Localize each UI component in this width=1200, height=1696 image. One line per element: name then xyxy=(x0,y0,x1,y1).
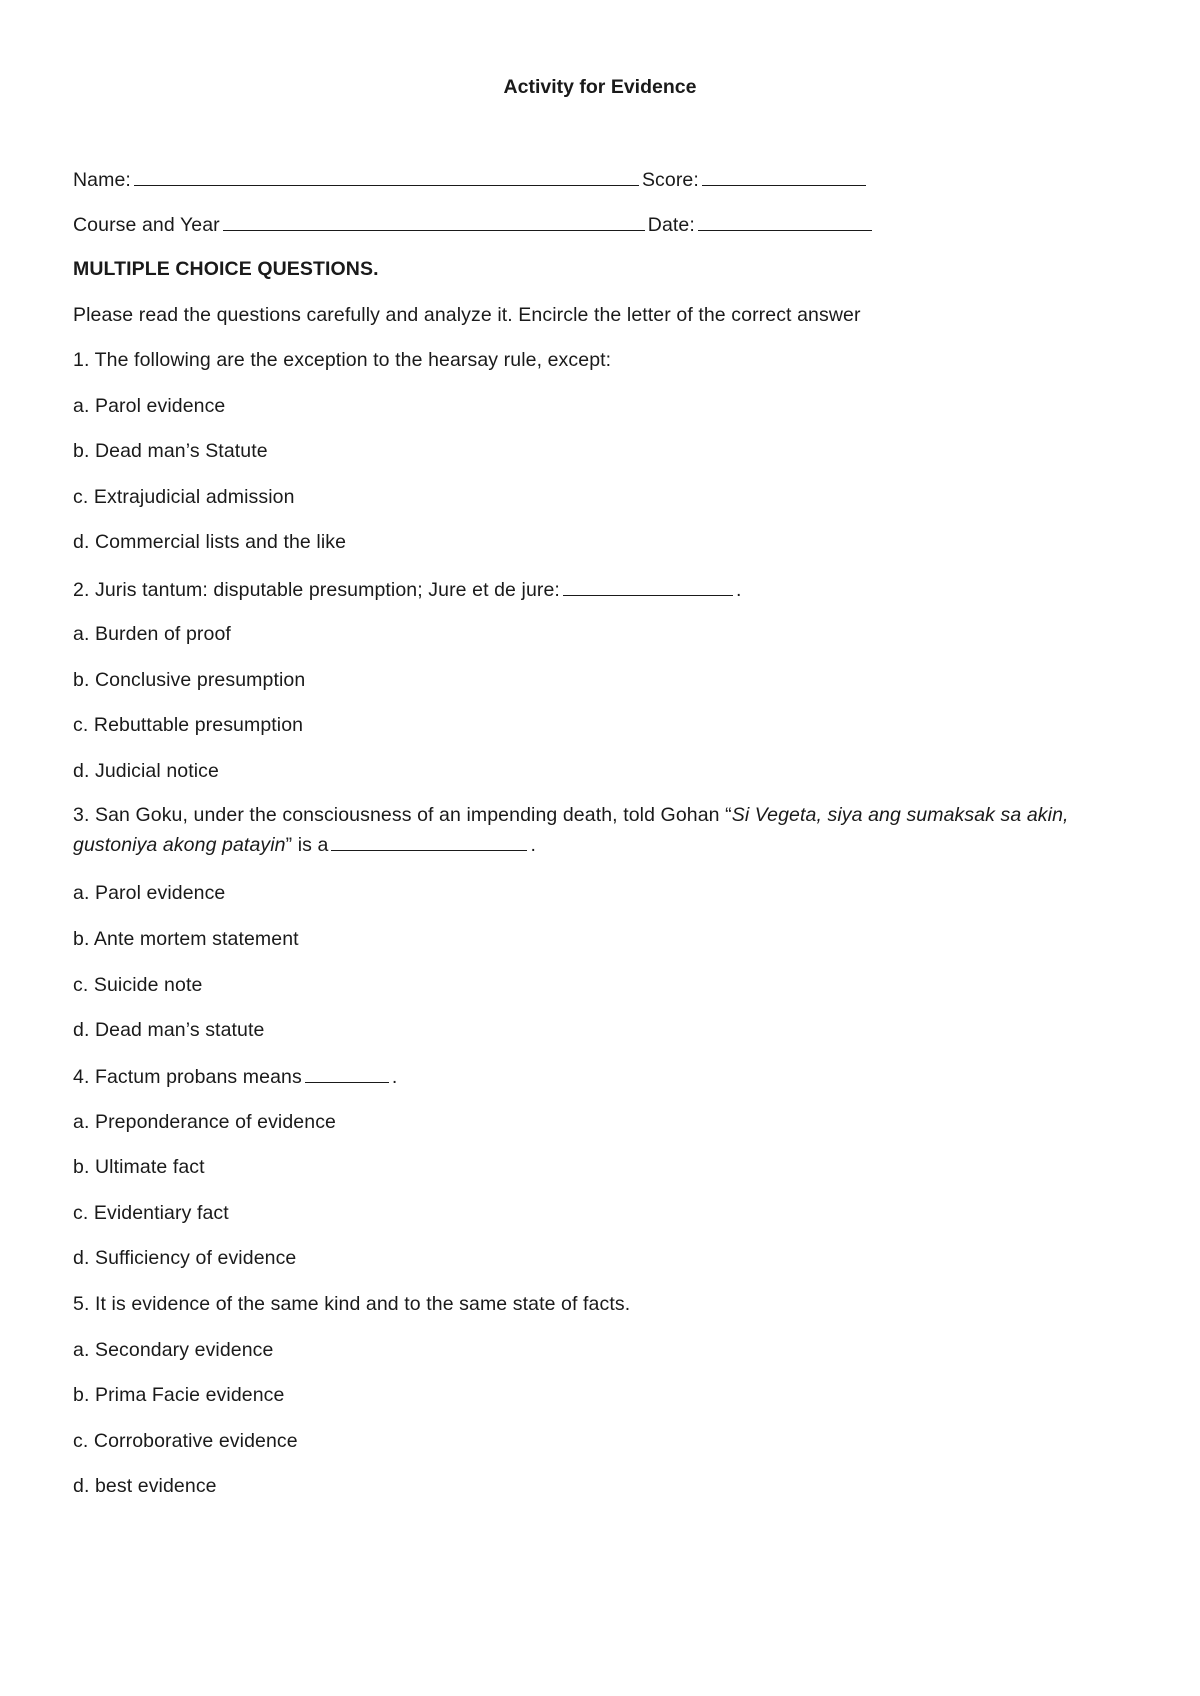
choice-3a[interactable]: a. Parol evidence xyxy=(73,882,226,904)
question-3: 3. San Goku, under the consciousness of an impending death, told Gohan “Si Vegeta, siya ang sumaksak sa akin, gustoniya akong patayin” is a . xyxy=(73,804,1069,856)
choice-2d[interactable]: d. Judicial notice xyxy=(73,760,219,782)
page-title: Activity for Evidence xyxy=(503,76,697,98)
question-4: 4. Factum probans means . xyxy=(73,1066,398,1088)
choice-5a[interactable]: a. Secondary evidence xyxy=(73,1339,274,1361)
question-2-blank xyxy=(563,577,733,596)
question-4-blank xyxy=(305,1064,389,1083)
name-blank[interactable] xyxy=(134,167,639,186)
score-blank[interactable] xyxy=(702,167,866,186)
choice-4d[interactable]: d. Sufficiency of evidence xyxy=(73,1247,297,1269)
choice-5d[interactable]: d. best evidence xyxy=(73,1475,217,1497)
choice-4b[interactable]: b. Ultimate fact xyxy=(73,1156,205,1178)
choice-5c[interactable]: c. Corroborative evidence xyxy=(73,1430,298,1452)
choice-1d[interactable]: d. Commercial lists and the like xyxy=(73,531,347,553)
choice-3d[interactable]: d. Dead man’s statute xyxy=(73,1019,265,1041)
instructions: Please read the questions carefully and analyze it. Encircle the letter of the correct answer xyxy=(73,304,861,326)
question-3-quote: Si Vegeta, siya ang sumaksak sa akin, gustoniya akong patayin xyxy=(73,804,1069,856)
choice-3c[interactable]: c. Suicide note xyxy=(73,974,203,996)
choice-2c[interactable]: c. Rebuttable presumption xyxy=(73,714,304,736)
choice-1b[interactable]: b. Dead man’s Statute xyxy=(73,440,268,462)
choice-1a[interactable]: a. Parol evidence xyxy=(73,395,226,417)
question-2: 2. Juris tantum: disputable presumption; Jure et de jure: . xyxy=(73,579,742,601)
course-blank[interactable] xyxy=(223,212,645,231)
question-5: 5. It is evidence of the same kind and to the same state of facts. xyxy=(73,1293,631,1315)
date-label: Date: xyxy=(647,214,695,236)
choice-2b[interactable]: b. Conclusive presumption xyxy=(73,669,306,691)
score-label: Score: xyxy=(641,169,699,191)
question-3-blank xyxy=(331,832,527,851)
name-score-row xyxy=(73,167,869,192)
choice-1c[interactable]: c. Extrajudicial admission xyxy=(73,486,295,508)
choice-2a[interactable]: a. Burden of proof xyxy=(73,623,231,645)
course-date-row xyxy=(73,212,875,237)
section-title: MULTIPLE CHOICE QUESTIONS. xyxy=(73,258,379,280)
course-label: Course and Year xyxy=(73,214,220,236)
question-1: 1. The following are the exception to the hearsay rule, except: xyxy=(73,349,612,371)
date-blank[interactable] xyxy=(698,212,872,231)
choice-5b[interactable]: b. Prima Facie evidence xyxy=(73,1384,285,1406)
name-label: Name: xyxy=(73,169,131,191)
choice-4a[interactable]: a. Preponderance of evidence xyxy=(73,1111,336,1133)
choice-3b[interactable]: b. Ante mortem statement xyxy=(73,928,299,950)
choice-4c[interactable]: c. Evidentiary fact xyxy=(73,1202,229,1224)
